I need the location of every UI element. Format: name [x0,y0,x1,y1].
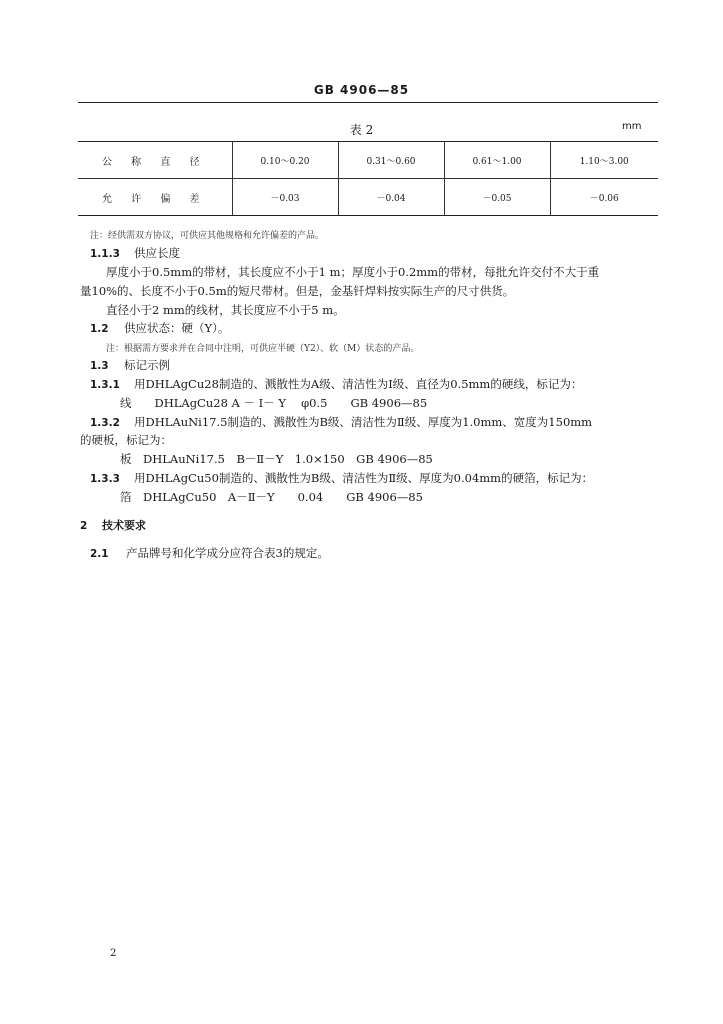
section-2-heading [80,517,146,534]
section-1-3-1 [90,376,582,393]
marking-example: 线 DHLAgCu28 A － Ⅰ－ Y φ0.5 GB 4906—85 [120,396,428,410]
paragraph-line: 的硬板，标记为： [80,433,172,447]
section-1-3-3 [90,470,593,487]
section-number: 1.3.3 [90,473,120,485]
section-title: 技术要求 [102,519,146,532]
table-cell: －0.03 [232,179,338,216]
table-row [78,179,658,216]
paragraph-text: 用DHLAgCu28制造的、溅散性为A级、清洁性为Ⅰ级、直径为0.5mm的硬线，标记为： [134,377,583,391]
table-cell: 0.10～0.20 [232,142,338,179]
marking-example: 箔 DHLAgCu50 A－Ⅱ－Y 0.04 GB 4906—85 [120,490,423,504]
section-title: 供应状态：硬（Y）。 [124,321,230,335]
section-note: 注：根据需方要求并在合同中注明，可供应半硬（Y2）、软（M）状态的产品。 [106,344,420,354]
paragraph-line: 直径小于2 mm的线材，其长度应不小于5 m。 [106,303,345,317]
section-number: 1.3 [90,360,109,372]
section-1-2-heading [90,320,229,337]
section-2-1 [90,545,329,562]
section-title: 标记示例 [124,358,170,372]
table-note: 注：经供需双方协议，可供应其他规格和允许偏差的产品。 [90,231,325,241]
section-title: 供应长度 [134,246,180,260]
section-1-1-3-heading [90,245,180,262]
section-number: 2.1 [90,548,109,560]
row-label-nominal-diameter: 公 称 直 径 [78,142,232,179]
marking-example: 板 DHLAuNi17.5 B－Ⅱ－Y 1.0×150 GB 4906—85 [120,452,433,466]
section-number: 1.3.1 [90,379,120,391]
section-1-3-2 [90,414,592,431]
row-label-tolerance: 允 许 偏 差 [78,179,232,216]
table-cell: 0.61～1.00 [444,142,550,179]
table-unit: mm [622,121,642,132]
table-cell: 0.31～0.60 [338,142,444,179]
paragraph-text: 用DHLAuNi17.5制造的、溅散性为B级、清洁性为Ⅱ级、厚度为1.0mm、宽度为150mm [134,415,593,429]
paragraph-text: 产品牌号和化学成分应符合表3的规定。 [126,546,329,560]
section-number: 1.1.3 [90,248,120,260]
header-rule [78,102,658,103]
table-cell: －0.05 [444,179,550,216]
paragraph-line: 量10%的、长度不小于0.5m的短尺带材。但是，金基钎焊料按实际生产的尺寸供货。 [80,284,515,298]
table-cell: －0.04 [338,179,444,216]
paragraph-line: 厚度小于0.5mm的带材，其长度应不小于1 m；厚度小于0.2mm的带材，每批允许交付不大于重 [106,265,600,279]
table-row [78,142,658,179]
section-number: 2 [80,520,88,532]
page-number: 2 [110,948,117,959]
standard-code-header: GB 4906—85 [313,83,410,97]
table-title: 表 2 [349,123,374,137]
table-cell: 1.10～3.00 [550,142,658,179]
table-cell: －0.06 [550,179,658,216]
section-number: 1.3.2 [90,417,120,429]
section-number: 1.2 [90,323,109,335]
paragraph-text: 用DHLAgCu50制造的、溅散性为B级、清洁性为Ⅱ级、厚度为0.04mm的硬箔，标记为： [134,471,594,485]
section-1-3-heading [90,357,170,374]
diameter-tolerance-table [78,141,658,216]
